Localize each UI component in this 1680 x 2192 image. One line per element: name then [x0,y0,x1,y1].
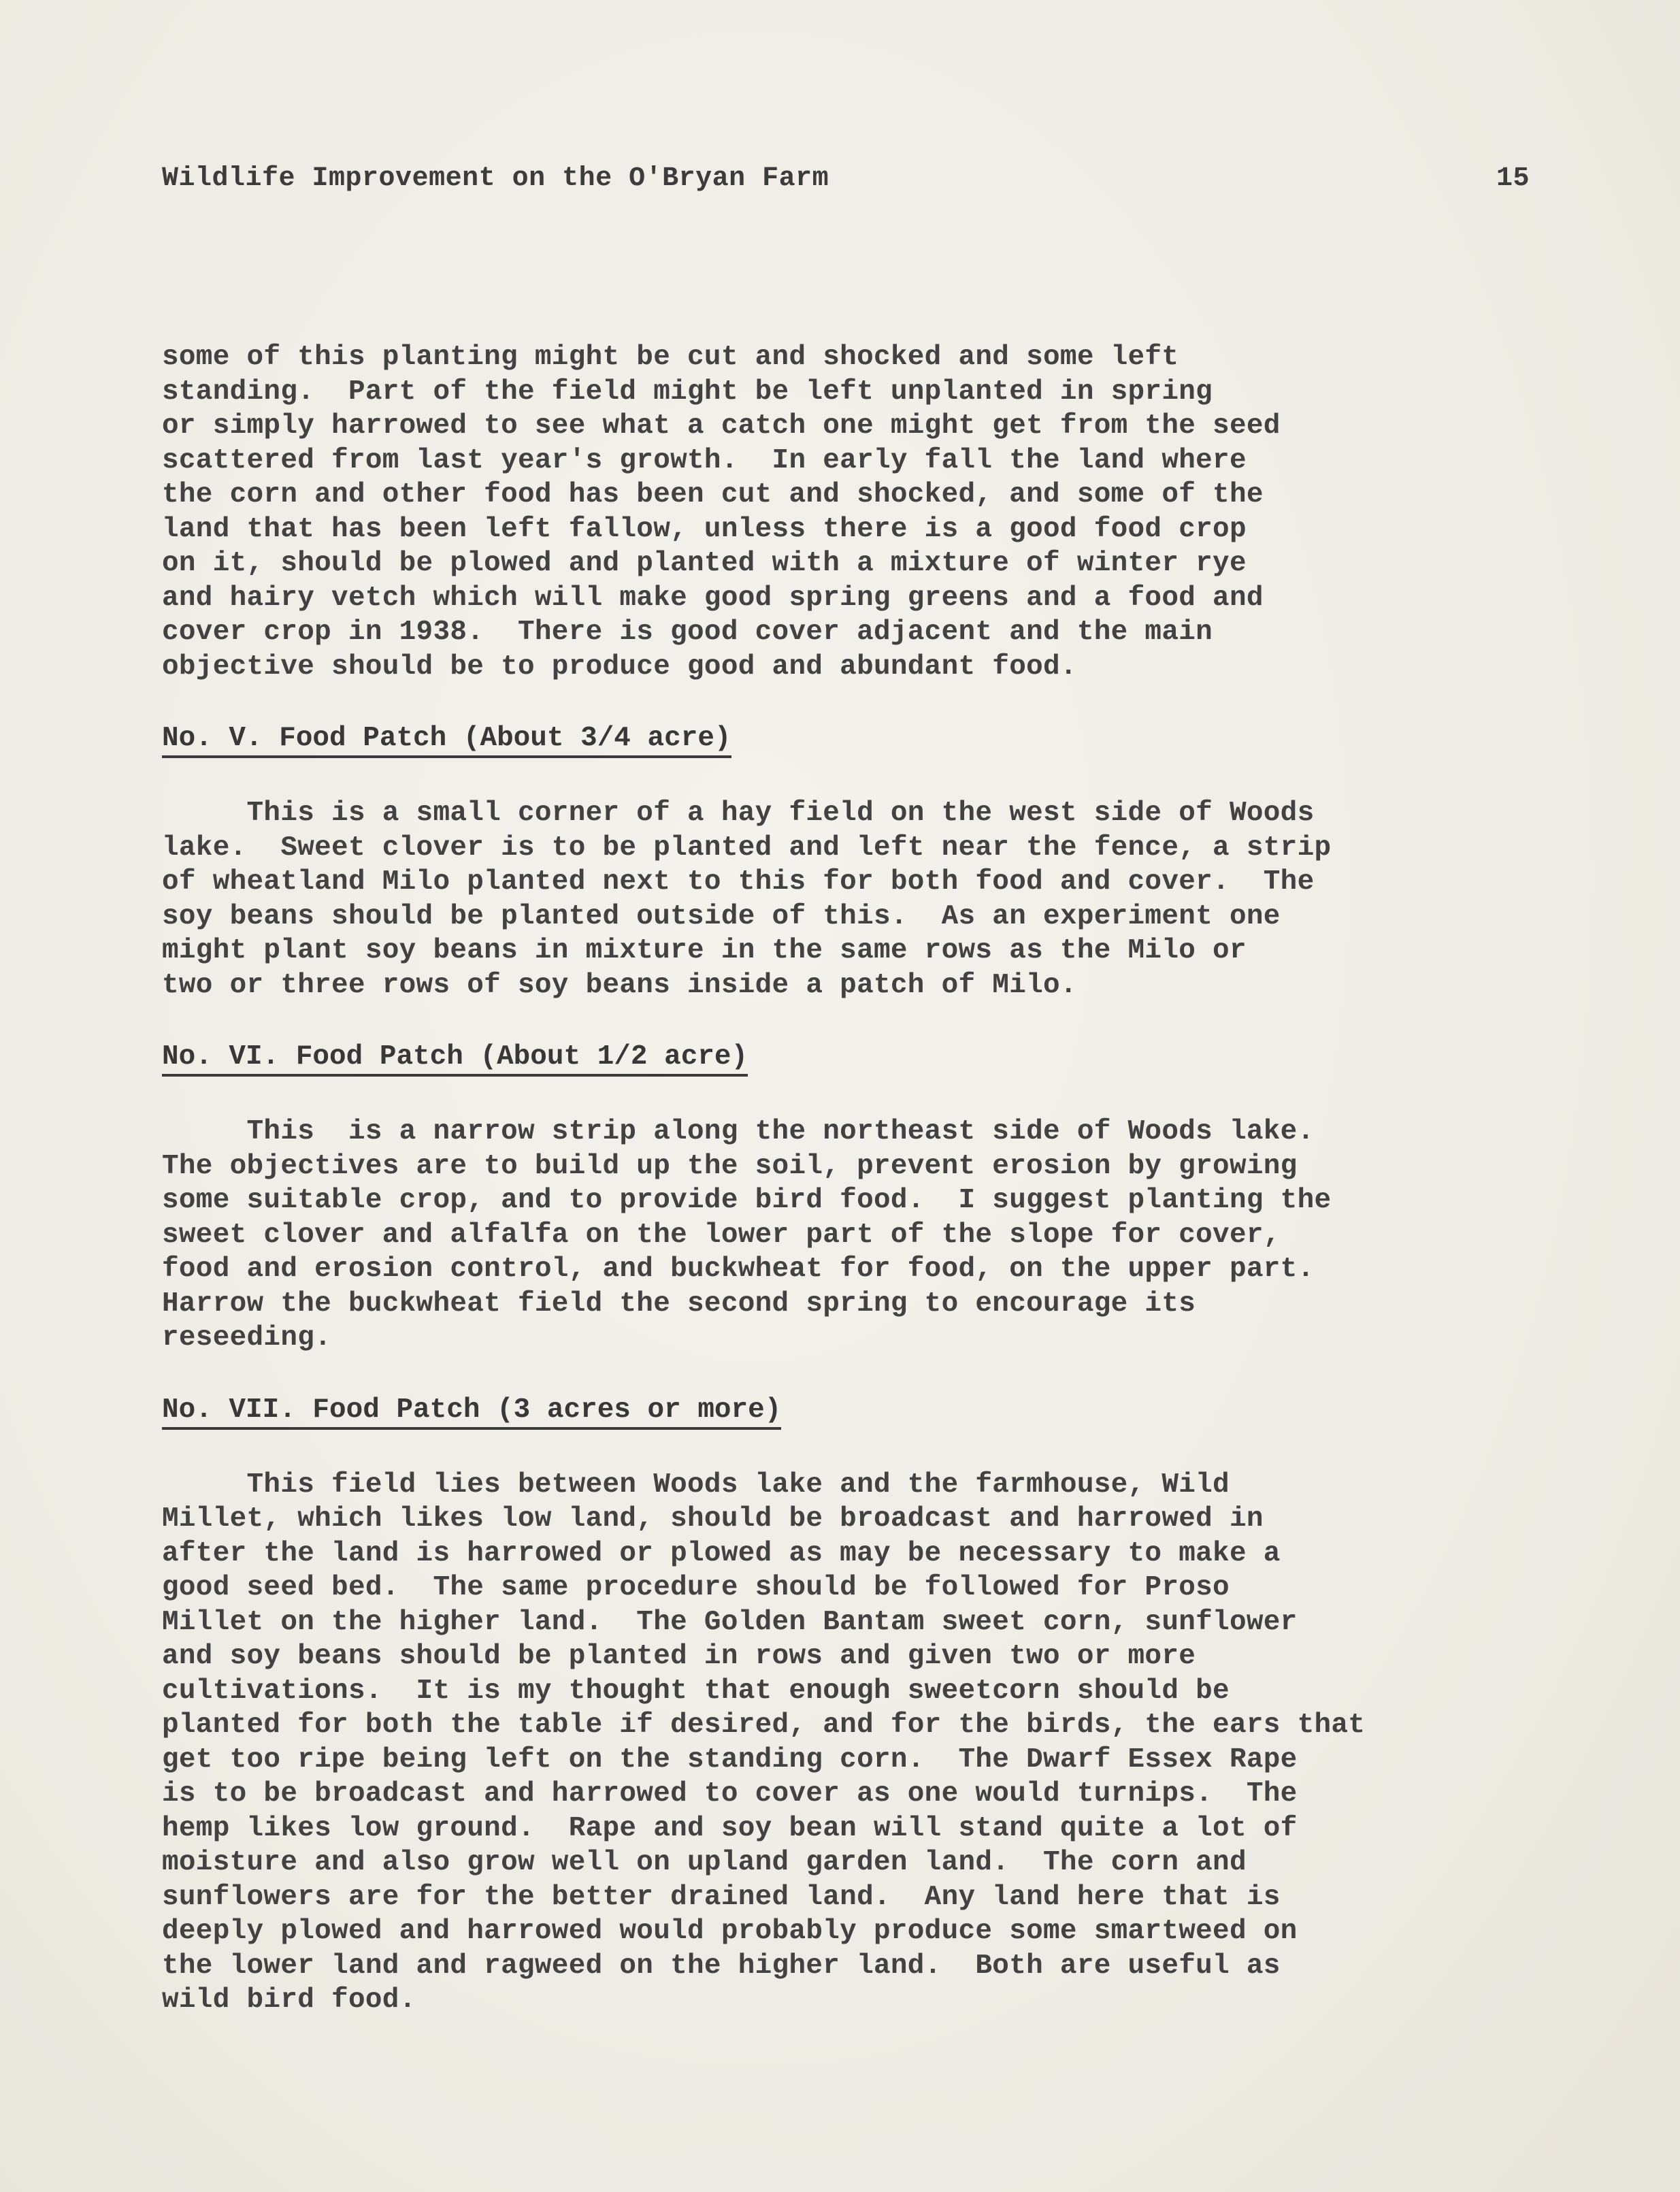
intro-paragraph: some of this planting might be cut and shocked and some left standing. Part of the field might be left unplanted in spring or simply harrowed to see what a catch one might get from the seed scattered from last year's growth. In early fall the land where the corn and other food has been cut and shocked, and some of the land that has been left fallow, unless there is a good food crop on it, should be plowed and planted with a mixture of winter rye and hairy vetch which will make good spring greens and a food and cover crop in 1938. There is good cover adjacent and the main objective should be to produce good and abundant food. [162,342,1281,683]
document-title: Wildlife Improvement on the O'Bryan Farm [162,163,829,194]
section-heading-vii [162,1393,1591,1427]
document-body [162,340,1591,2018]
page-header [162,163,1530,204]
section-heading-v-text: No. V. Food Patch (About 3/4 acre) [162,723,731,758]
section-heading-vi [162,1040,1591,1074]
section-heading-vi-text: No. VI. Food Patch (About 1/2 acre) [162,1041,748,1077]
section-paragraph-vi: This is a narrow strip along the northeast side of Woods lake. The objectives are to build up the soil, prevent erosion by growing some suitable crop, and to provide bird food. I suggest planting the sweet clover and alfalfa on the lower part of the slope for cover, food and erosion control, and buckwheat for food, on the upper part. Harrow the buckwheat field the second spring to encourage its reseeding. [162,1116,1332,1354]
section-heading-v [162,721,1591,755]
section-heading-vii-text: No. VII. Food Patch (3 acres or more) [162,1394,781,1430]
section-paragraph-vii: This field lies between Woods lake and the farmhouse, Wild Millet, which likes low land, should be broadcast and harrowed in after the land is harrowed or plowed as may be necessary to make a good seed bed. The same procedure should be followed for Proso Millet on the higher land. The Golden Bantam sweet corn, sunflower and soy beans should be planted in rows and given two or more cultivations. It is my thought that enough sweetcorn should be planted for both the table if desired, and for the birds, the ears that get too ripe being left on the standing corn. The Dwarf Essex Rape is to be broadcast and harrowed to cover as one would turnips. The hemp likes low ground. Rape and soy bean will stand quite a lot of moisture and also grow well on upland garden land. The corn and sunflowers are for the better drained land. Any land here that is deeply plowed and harrowed would probably produce some smartweed on the lower land and ragweed on the higher land. Both are useful as wild bird food. [162,1469,1366,2016]
section-paragraph-v: This is a small corner of a hay field on the west side of Woods lake. Sweet clover is to be planted and left near the fence, a strip of wheatland Milo planted next to this for both food and cover. The soy beans should be planted outside of this. As an experiment one might plant soy beans in mixture in the same rows as the Milo or two or three rows of soy beans inside a patch of Milo. [162,798,1332,1001]
page-number: 15 [1496,163,1530,194]
